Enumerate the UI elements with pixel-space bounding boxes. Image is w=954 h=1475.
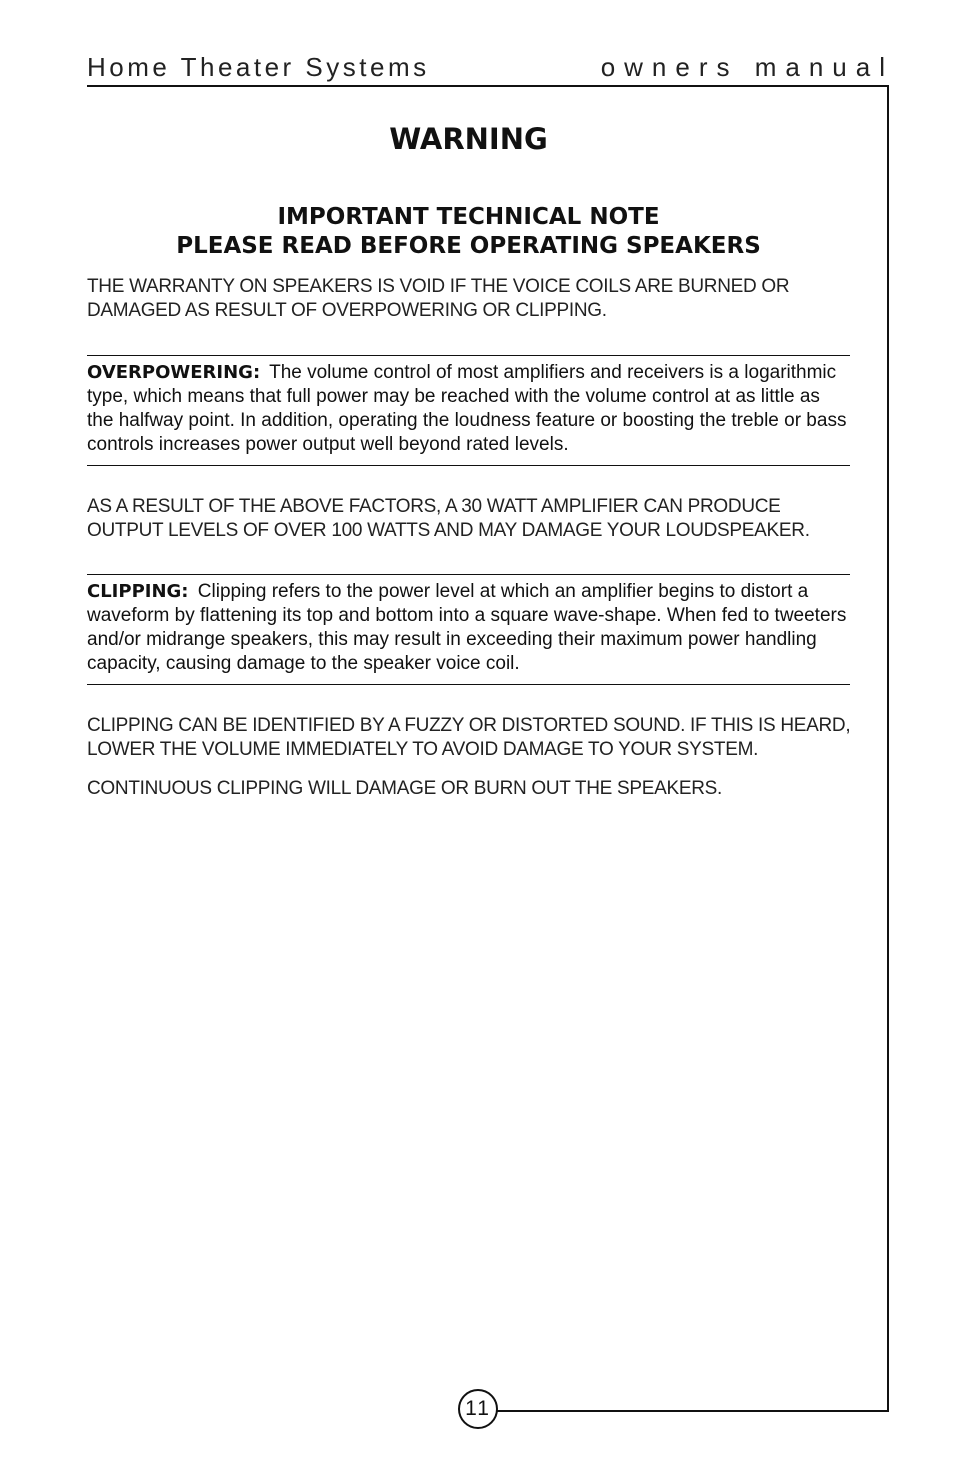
warranty-notice: THE WARRANTY ON SPEAKERS IS VOID IF THE VOICE COILS ARE BURNED OR DAMAGED AS RESULT OF OVERPOWERING OR CLIPPING.: [87, 276, 790, 321]
continuous-notice: CONTINUOUS CLIPPING WILL DAMAGE OR BURN OUT THE SPEAKERS.: [87, 778, 722, 799]
footer-rule: [496, 1410, 889, 1412]
divider: [87, 355, 850, 356]
section-subtitle: [87, 203, 850, 261]
overpowering-label: OVERPOWERING:: [87, 362, 261, 383]
page-border-right: [887, 85, 889, 1412]
clipping-text: Clipping refers to the power level at which an amplifier begins to distort a waveform by flattening its top and bottom into a square wave-shape. When fed to tweeters and/or midrange speakers, this may result in exceeding their maximum power handling capacity, causing damage to the speaker voice coil.: [87, 581, 847, 674]
page-title: WARNING: [389, 122, 548, 156]
divider: [87, 684, 850, 685]
overpowering-section: [87, 361, 850, 457]
clipping-label: CLIPPING:: [87, 581, 189, 602]
identify-notice: CLIPPING CAN BE IDENTIFIED BY A FUZZY OR DISTORTED SOUND. IF THIS IS HEARD, LOWER THE VOLUME IMMEDIATELY TO AVOID DAMAGE TO YOUR SYSTEM.: [87, 715, 851, 760]
clipping-section: [87, 580, 850, 676]
divider: [87, 574, 850, 575]
subtitle-line-1: IMPORTANT TECHNICAL NOTE: [277, 204, 660, 230]
header-subtitle: owners manual: [600, 52, 894, 82]
result-notice: AS A RESULT OF THE ABOVE FACTORS, A 30 WATT AMPLIFIER CAN PRODUCE OUTPUT LEVELS OF OVER 100 WATTS AND MAY DAMAGE YOUR LOUDSPEAKER.: [87, 496, 810, 541]
divider: [87, 465, 850, 466]
header-rule: [87, 85, 889, 87]
subtitle-line-2: PLEASE READ BEFORE OPERATING SPEAKERS: [176, 233, 761, 259]
page-number: 11: [458, 1389, 498, 1429]
header-title: Home Theater Systems: [87, 52, 430, 82]
overpowering-text: The volume control of most amplifiers and receivers is a logarithmic type, which means that full power may be reached with the volume control at as little as the halfway point. In addition, operating the loudness feature or boosting the treble or bass controls increases power output well beyond rated levels.: [87, 362, 847, 455]
